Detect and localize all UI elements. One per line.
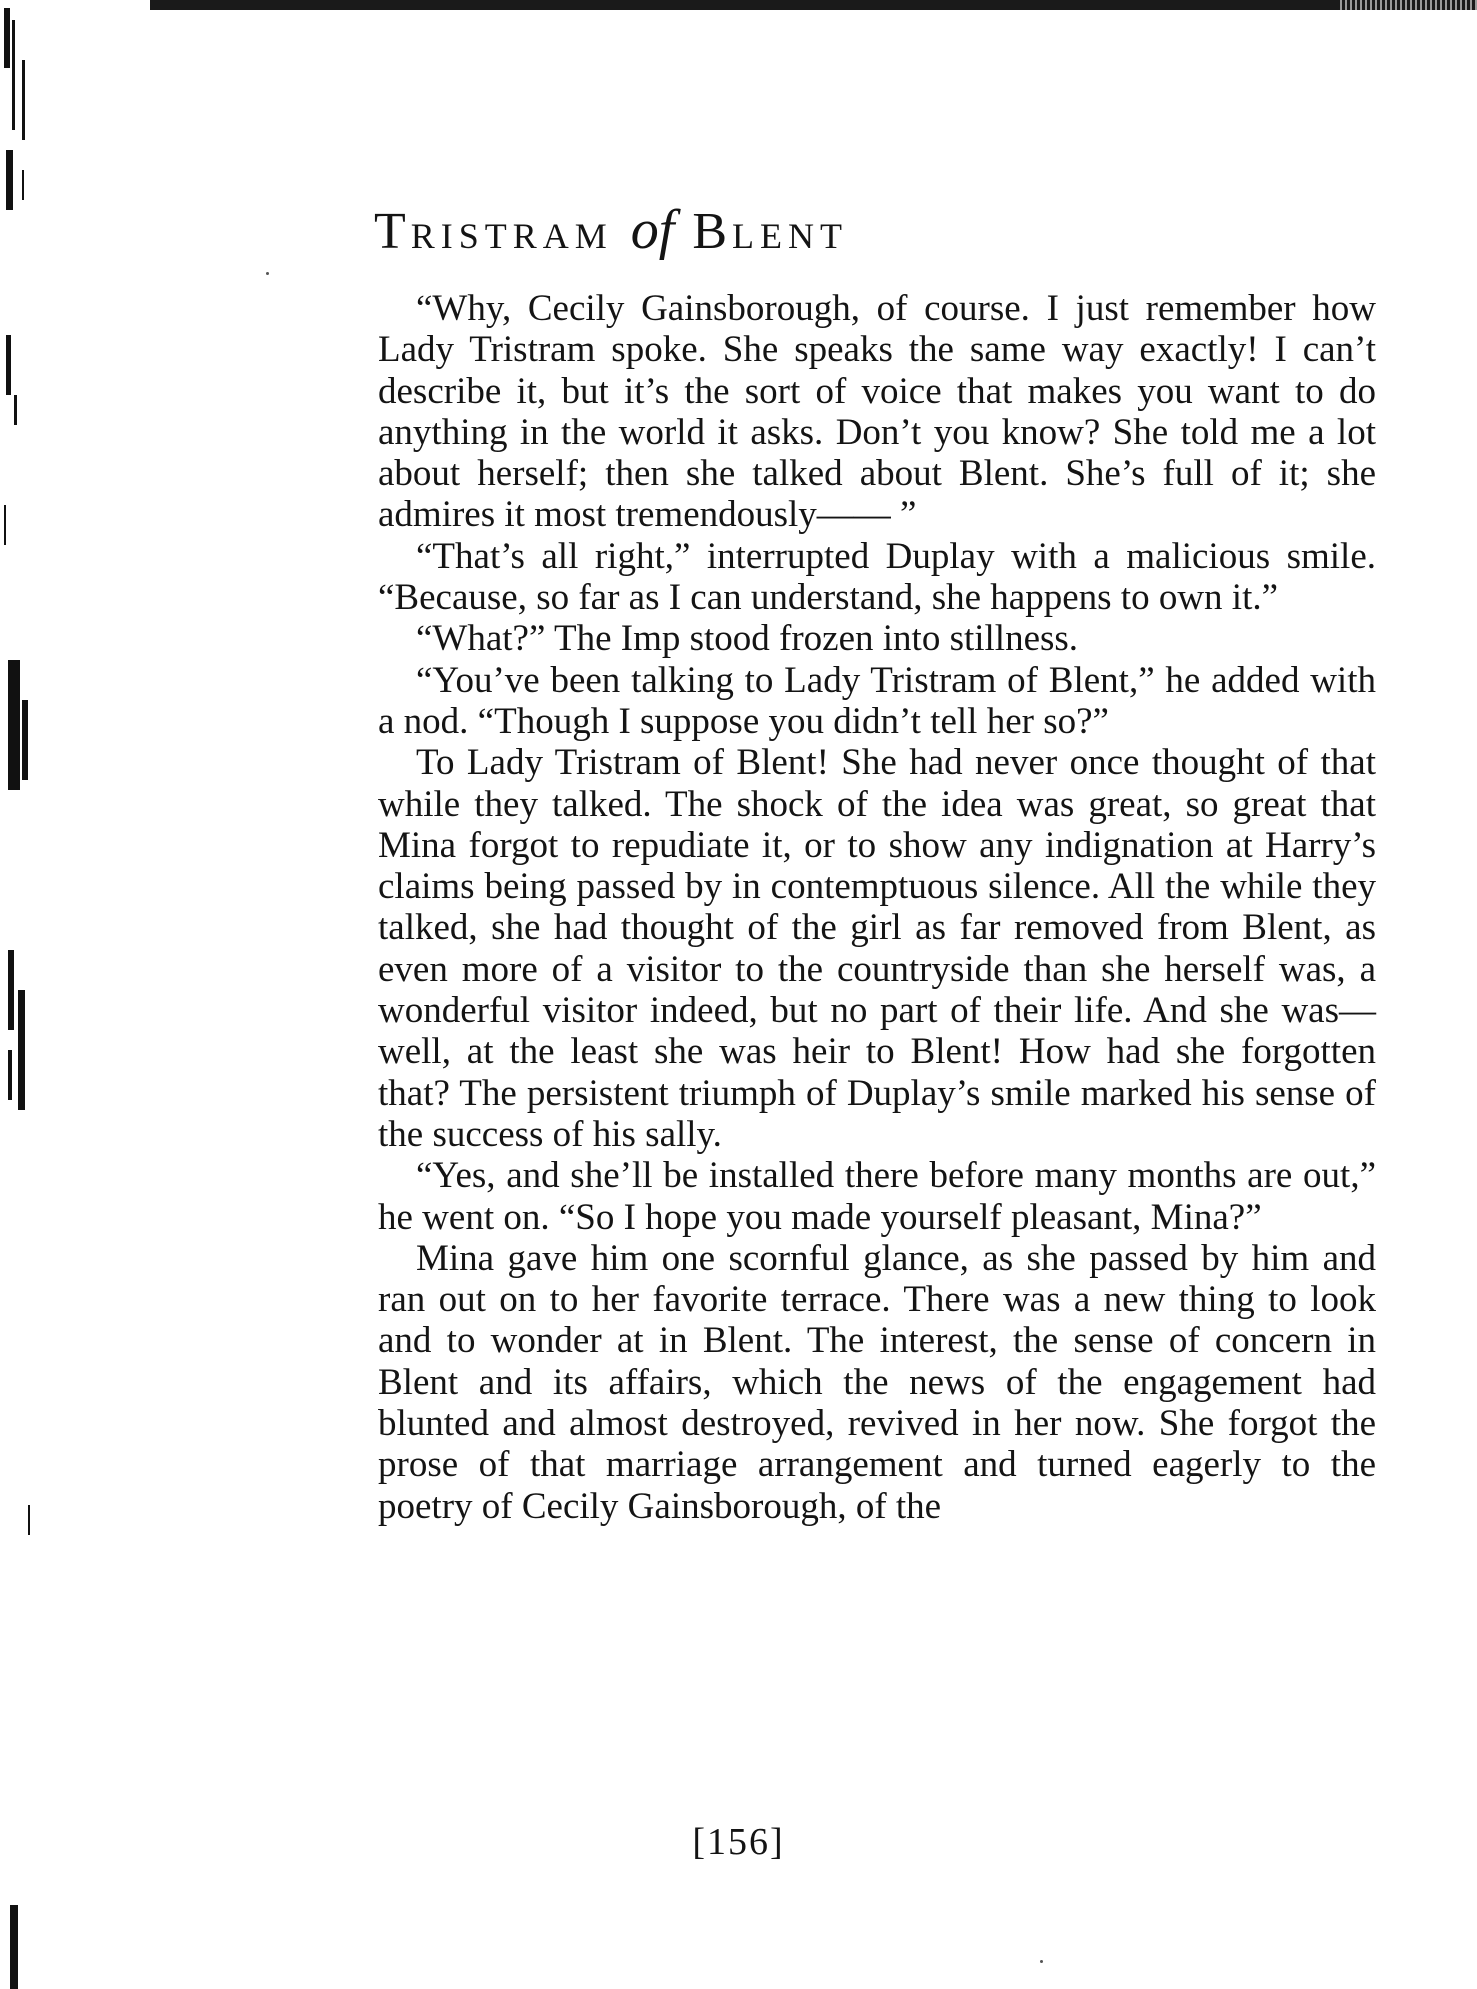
running-header xyxy=(374,198,1214,262)
header-initial-1: T xyxy=(374,203,411,260)
header-word-2: LENT xyxy=(732,216,849,256)
top-rule-edge xyxy=(1337,0,1477,10)
header-word-1: RISTRAM xyxy=(410,216,613,256)
paragraph-3: “What?” The Imp stood frozen into stillness. xyxy=(416,618,1079,660)
header-initial-2: B xyxy=(692,203,733,260)
paragraph-5: To Lady Tristram of Blent! She had never once thought of that while they talked. The shock of the idea was great, so great that Mina forgot to repudiate it, or to show any indignation at Harry’s claims being passed by in contemptuous silence. All the while they talked, she had thought of the girl as far removed from Blent, as even more of a visitor to the countryside than she herself was, a wonderful visitor indeed, but no part of their life. And she was—well, at the least she was heir to Blent! How had she forgotten that? The persistent triumph of Duplay’s smile marked his sense of the success of his sally. xyxy=(378,742,1376,1155)
top-rule xyxy=(150,0,1477,10)
paragraph-7: Mina gave him one scornful glance, as she passed by him and ran out on to her favorite terrace. There was a new thing to look and to wonder at in Blent. The interest, the sense of concern in Blent and its affairs, which the news of the engagement had blunted and almost destroyed, revived in her now. She forgot the prose of that marriage arrangement and turned eagerly to the poetry of Cecily Gainsborough, of the xyxy=(378,1237,1376,1527)
binding-shadow xyxy=(0,0,60,1989)
paragraph-1: “Why, Cecily Gainsborough, of course. I just remember how Lady Tristram spoke. She speaks the same way exactly! I can’t describe it, but it’s the sort of voice that makes you want to do anything in the world it asks. Don’t you know? She told me a lot about herself; then she talked about Blent. She’s full of it; she admires it most tremendously—— ” xyxy=(378,288,1376,536)
paragraph-4: “You’ve been talking to Lady Tristram of Blent,” he added with a nod. “Though I suppose you didn’t tell her so?” xyxy=(378,659,1376,742)
paragraph-2: “That’s all right,” interrupted Duplay with a malicious smile. “Because, so far as I can understand, she happens to own it.” xyxy=(378,535,1376,619)
header-connector: of xyxy=(630,199,675,261)
paragraph-6: “Yes, and she’ll be installed there before many months are out,” he went on. “So I hope you made yourself pleasant, Mina?” xyxy=(378,1155,1376,1238)
page-number: [156] xyxy=(692,1821,785,1863)
body-text xyxy=(378,288,1376,1527)
